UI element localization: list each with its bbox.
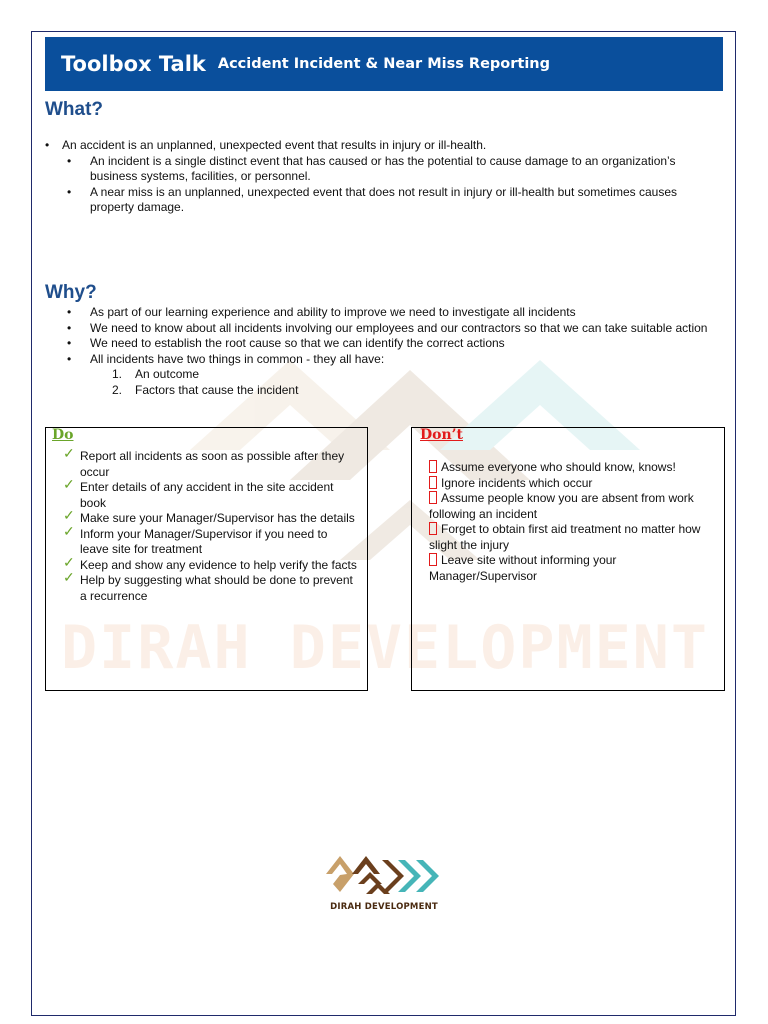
bullet-icon: • — [67, 184, 72, 199]
do-item-text: Inform your Manager/Supervisor if you need to leave site for treatment — [80, 526, 328, 556]
check-icon: ✓ — [63, 569, 75, 585]
why-list — [45, 305, 715, 398]
document-title: Toolbox Talk — [61, 52, 206, 76]
dont-heading: Don’t — [420, 427, 463, 443]
missing-glyph-icon — [429, 460, 437, 473]
why-item-text: We need to know about all incidents involving our employees and our contractors so that we can take suitable action — [90, 320, 708, 335]
do-item-text: Report all incidents as soon as possible after they occur — [80, 449, 345, 479]
watermark-text: DIRAH DEVELOPMENT — [60, 613, 710, 683]
bullet-icon: • — [67, 153, 72, 168]
missing-glyph-icon — [429, 553, 437, 566]
do-item — [63, 476, 359, 511]
check-icon: ✓ — [63, 507, 75, 523]
why-item-text: All incidents have two things in common - they all have: — [90, 351, 385, 366]
list-item — [45, 336, 715, 352]
do-item-text: Make sure your Manager/Supervisor has the details — [80, 511, 355, 525]
do-list — [63, 445, 359, 604]
list-item — [45, 305, 715, 321]
dont-item — [429, 491, 719, 522]
check-icon: ✓ — [63, 553, 75, 570]
list-item — [45, 138, 715, 154]
dont-list — [429, 460, 719, 584]
numbered-item — [45, 383, 715, 399]
dont-item-text: Leave site without informing your Manager/Supervisor — [429, 553, 617, 583]
logo-text: DIRAH DEVELOPMENT — [330, 902, 438, 912]
dont-item — [429, 522, 719, 553]
dont-item — [429, 460, 719, 476]
missing-glyph-icon — [429, 491, 437, 504]
do-item-text: Keep and show any evidence to help verify the facts — [80, 557, 357, 572]
check-icon: ✓ — [63, 522, 75, 539]
do-item-text: Enter details of any accident in the site accident book — [80, 480, 334, 510]
dont-item-text: Forget to obtain first aid treatment no matter how slight the injury — [429, 522, 701, 552]
check-icon: ✓ — [63, 445, 75, 461]
list-item — [45, 321, 715, 337]
company-logo — [318, 850, 450, 916]
document-subtitle: Accident Incident & Near Miss Reporting — [217, 56, 551, 72]
why-heading: Why? — [45, 282, 97, 303]
title-banner — [45, 37, 723, 91]
dont-item-text: Assume everyone who should know, knows! — [441, 460, 676, 474]
bullet-icon: • — [67, 305, 72, 319]
what-list — [45, 138, 715, 216]
dont-item — [429, 553, 719, 584]
bullet-icon: • — [67, 351, 72, 366]
do-item — [63, 569, 359, 604]
do-item-text: Help by suggesting what should be done to prevent a recurrence — [80, 573, 353, 603]
logo-mark-icon — [318, 850, 450, 902]
missing-glyph-icon — [429, 476, 437, 489]
bullet-icon: • — [67, 336, 72, 350]
do-box — [45, 427, 368, 691]
bullet-icon: • — [67, 320, 72, 335]
number-marker: 2. — [112, 382, 123, 397]
dont-box — [411, 427, 725, 691]
number-marker: 1. — [112, 367, 123, 381]
why-item-text: As part of our learning experience and ability to improve we need to investigate all incidents — [90, 305, 576, 319]
what-item-text: An accident is an unplanned, unexpected event that results in injury or ill-health. — [62, 138, 487, 152]
bullet-icon: • — [45, 138, 50, 152]
what-heading: What? — [45, 99, 104, 120]
numbered-item-text: An outcome — [135, 367, 200, 381]
dont-item-text: Ignore incidents which occur — [441, 475, 593, 490]
do-heading: Do — [52, 427, 74, 443]
do-item — [63, 553, 359, 574]
list-item — [45, 185, 715, 216]
what-item-text: An incident is a single distinct event that has caused or has the potential to cause damage to an organization’s business systems, facilities, or personnel. — [90, 153, 676, 183]
what-item-text: A near miss is an unplanned, unexpected event that does not result in injury or ill-health but sometimes causes property damage. — [90, 184, 677, 214]
missing-glyph-icon — [429, 522, 437, 535]
list-item — [45, 154, 715, 185]
dont-item — [429, 476, 719, 492]
check-icon: ✓ — [63, 476, 75, 492]
numbered-item-text: Factors that cause the incident — [135, 382, 299, 397]
do-item — [63, 507, 359, 527]
dont-item-text: Assume people know you are absent from work following an incident — [429, 491, 694, 521]
list-item — [45, 352, 715, 368]
do-item — [63, 522, 359, 558]
do-item — [63, 445, 359, 480]
why-item-text: We need to establish the root cause so that we can identify the correct actions — [90, 336, 505, 350]
numbered-item — [45, 367, 715, 383]
